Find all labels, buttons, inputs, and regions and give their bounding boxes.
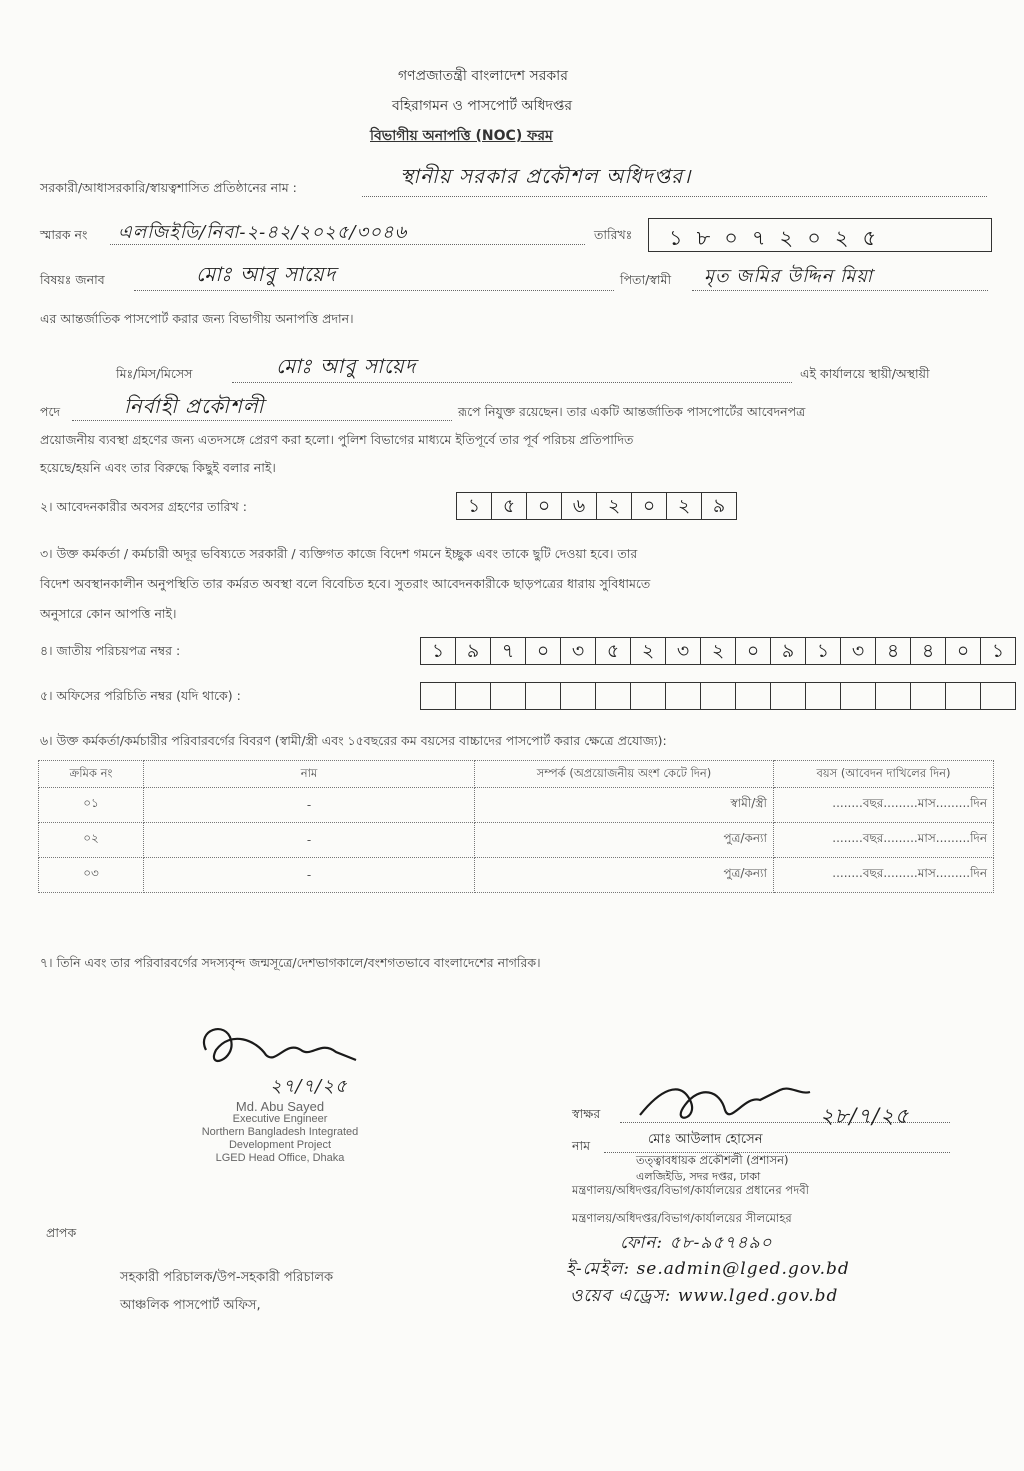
digit-box bbox=[876, 683, 911, 709]
subject-label: বিষয়ঃ জনাব bbox=[40, 272, 105, 287]
memo-label: স্মারক নং bbox=[40, 227, 88, 242]
digit-box bbox=[736, 683, 771, 709]
digit-box bbox=[701, 683, 736, 709]
digit-box bbox=[596, 683, 631, 709]
digit-box bbox=[421, 683, 456, 709]
officer-name-stamp: মোঃ আউলাদ হোসেন bbox=[648, 1132, 763, 1147]
applicant-stamp bbox=[180, 1100, 380, 1165]
item4-label: ৪। জাতীয় পরিচয়পত্র নম্বর : bbox=[40, 643, 181, 658]
para1-name: মোঃ আবু সায়েদ bbox=[276, 354, 417, 378]
para1-line4: হয়েছে/হয়নি এবং তার বিরুদ্ধে কিছুই বলার নাই। bbox=[40, 460, 276, 475]
date-box bbox=[648, 218, 992, 252]
item7-text: ৭। তিনি এবং তার পরিবারবর্গের সদস্যবৃন্দ জন্মসূত্রে/দেশভাগকালে/বংশগতভাবে বাংলাদেশের নাগরিক। bbox=[40, 955, 541, 970]
officer-office-stamp: এলজিইডি, সদর দপ্তর, ঢাকা bbox=[636, 1170, 761, 1183]
digit-box: ২ bbox=[631, 638, 666, 664]
col-header-age: বয়স (আবেদন দাখিলের দিন) bbox=[774, 761, 994, 788]
digit-box bbox=[771, 683, 806, 709]
digit-box bbox=[841, 683, 876, 709]
digit-box bbox=[631, 683, 666, 709]
table-row bbox=[39, 858, 994, 893]
retirement-date-boxes bbox=[456, 492, 737, 520]
recipient-label: প্রাপক bbox=[46, 1225, 77, 1240]
digit-box bbox=[666, 683, 701, 709]
org-value: স্থানীয় সরকার প্রকৌশল অধিদপ্তর। bbox=[400, 164, 692, 188]
para1-line3: প্রয়োজনীয় ব্যবস্থা গ্রহণের জন্য এতদসঙ্গে প্রেরণ করা হলো। পুলিশ বিভাগের মাধ্যমে ইতিপূর্বে তার পূর্ব পরিচয় প্রতিপাদিত bbox=[40, 432, 634, 447]
item2-label: ২। আবেদনকারীর অবসর গ্রহণের তারিখ : bbox=[40, 499, 247, 514]
digit-box: ০ bbox=[736, 638, 771, 664]
stamp-line: LGED Head Office, Dhaka bbox=[215, 1152, 345, 1164]
digit-box: ৯ bbox=[712, 495, 726, 517]
table-header-row bbox=[39, 761, 994, 788]
family-table bbox=[38, 760, 994, 893]
date-label: তারিখঃ bbox=[594, 227, 633, 242]
recipient-line2: আঞ্চলিক পাসপোর্ট অফিস, bbox=[120, 1298, 261, 1313]
table-row bbox=[39, 788, 994, 823]
header-government: গণপ্রজাতন্ত্রী বাংলাদেশ সরকার bbox=[398, 68, 568, 84]
officer-web: ওয়েব এড্রেস: www.lged.gov.bd bbox=[570, 1286, 839, 1306]
digit-box bbox=[981, 683, 1015, 709]
digit-box bbox=[946, 683, 981, 709]
digit-box bbox=[911, 683, 946, 709]
digit-box: ১ bbox=[421, 638, 456, 664]
cell-age: ........বছর.........মাস.........দিন bbox=[774, 858, 994, 893]
digit-box: ৩ bbox=[666, 638, 701, 664]
cell-age: ........বছর.........মাস.........দিন bbox=[774, 788, 994, 823]
recipient-line1: সহকারী পরিচালক/উপ-সহকারী পরিচালক bbox=[120, 1270, 334, 1285]
officer-phone: ফোন: ৫৮-৯৫৭৪৯০ bbox=[620, 1233, 773, 1253]
item6-label: ৬। উক্ত কর্মকর্তা/কর্মচারীর পরিবারবর্গের বিবরণ (স্বামী/স্ত্রী এবং ১৫বছরের কম বয়সের বাচ্চাদের পাসপোর্ট করার ক্ষেত্রে প্রযোজ্য): bbox=[40, 733, 667, 748]
col-header-name: নাম bbox=[144, 761, 475, 788]
digit-box: ০ bbox=[946, 638, 981, 664]
digit-box bbox=[526, 683, 561, 709]
officer-seal-line: মন্ত্রণালয়/অধিদপ্তর/বিভাগ/কার্যালয়ের সীলমোহর bbox=[572, 1211, 792, 1225]
digit-box: ৪ bbox=[911, 638, 946, 664]
digit-box: ৪ bbox=[876, 638, 911, 664]
digit-box bbox=[491, 683, 526, 709]
digit-box: ২ bbox=[667, 493, 702, 519]
digit-box: ৩ bbox=[561, 638, 596, 664]
digit-box: ২ bbox=[597, 493, 632, 519]
col-header-relation: সম্পর্ক (অপ্রয়োজনীয় অংশ কেটে দিন) bbox=[475, 761, 774, 788]
digit-box: ৯ bbox=[771, 638, 806, 664]
org-label: সরকারী/আধাসরকারি/স্বায়ত্বশাসিত প্রতিষ্ঠানের নাম : bbox=[40, 180, 297, 195]
header-department: বহিরাগমন ও পাসপোর্ট অধিদপ্তর bbox=[392, 98, 573, 114]
digit-box: ১ bbox=[806, 638, 841, 664]
cell-relation: পুত্র/কন্যা bbox=[475, 858, 774, 893]
post-value: নির্বাহী প্রকৌশলী bbox=[124, 394, 265, 418]
digit-box: ৫ bbox=[492, 493, 527, 519]
father-name: মৃত জমির উদ্দিন মিয়া bbox=[704, 266, 874, 287]
digit-box: ২ bbox=[701, 638, 736, 664]
officer-title-stamp: তত্ত্বাবধায়ক প্রকৌশলী (প্রশাসন) bbox=[636, 1153, 789, 1167]
stamp-line: Executive Engineer bbox=[232, 1113, 328, 1125]
officer-sign-label: স্বাক্ষর bbox=[572, 1106, 601, 1121]
digit-box: ৭ bbox=[491, 638, 526, 664]
subject-line2: এর আন্তর্জাতিক পাসপোর্ট করার জন্য বিভাগীয় অনাপত্তি প্রদান। bbox=[40, 311, 354, 326]
digit-box: ৬ bbox=[562, 493, 597, 519]
digit-box: ১ bbox=[457, 493, 492, 519]
cell-name: - bbox=[144, 823, 475, 858]
digit-box: ৯ bbox=[456, 638, 491, 664]
form-title: বিভাগীয় অনাপত্তি (NOC) ফরম bbox=[370, 128, 553, 144]
digit-box bbox=[456, 683, 491, 709]
para1-prefix: মিঃ/মিস/মিসেস bbox=[116, 366, 193, 381]
digit-box: ০ bbox=[632, 493, 667, 519]
item5-label: ৫। অফিসের পরিচিতি নম্বর (যদি থাকে) : bbox=[40, 688, 241, 703]
cell-name: - bbox=[144, 788, 475, 823]
officer-designation-line: মন্ত্রণালয়/অধিদপ্তর/বিভাগ/কার্যালয়ের প্রধানের পদবী bbox=[572, 1183, 809, 1197]
cell-sl: ০২ bbox=[39, 823, 144, 858]
cell-relation: পুত্র/কন্যা bbox=[475, 823, 774, 858]
digit-box: ০ bbox=[526, 638, 561, 664]
officer-email: ই-মেইল: se.admin@lged.gov.bd bbox=[566, 1259, 850, 1279]
office-id-boxes bbox=[420, 682, 1016, 710]
date-value: ১৮০৭২০২৫ bbox=[669, 226, 891, 250]
digit-box: ৫ bbox=[596, 638, 631, 664]
cell-relation: স্বামী/স্ত্রী bbox=[475, 788, 774, 823]
father-label: পিতা/স্বামী bbox=[620, 272, 672, 287]
item3-line1: ৩। উক্ত কর্মকর্তা / কর্মচারী অদূর ভবিষ্যতে সরকারী / ব্যক্তিগত কাজে বিদেশ গমনে ইচ্ছুক এবং তাকে ছুটি দেওয়া হবে। তার bbox=[40, 546, 638, 561]
digit-box bbox=[561, 683, 596, 709]
stamp-line: Development Project bbox=[228, 1139, 332, 1151]
subject-name: মোঃ আবু সায়েদ bbox=[196, 262, 337, 286]
digit-box: ০ bbox=[527, 493, 562, 519]
cell-sl: ০১ bbox=[39, 788, 144, 823]
item3-line2: বিদেশ অবস্থানকালীন অনুপস্থিতি তার কর্মরত অবস্থা বলে বিবেচিত হবে। সুতরাং আবেদনকারীকে ছাড়পত্রের ধারায় সুবিধামতে bbox=[40, 576, 651, 591]
officer-name-label: নাম bbox=[572, 1138, 591, 1153]
stamp-line: Northern Bangladesh Integrated bbox=[201, 1126, 359, 1138]
stamp-line: Md. Abu Sayed bbox=[235, 1099, 325, 1114]
applicant-sign-date: ২৭/৭/২৫ bbox=[270, 1076, 348, 1097]
cell-sl: ০৩ bbox=[39, 858, 144, 893]
cell-age: ........বছর.........মাস.........দিন bbox=[774, 823, 994, 858]
cell-name: - bbox=[144, 858, 475, 893]
memo-value: এলজিইডি/নিবা-২-৪২/২০২৫/৩০৪৬ bbox=[118, 222, 408, 243]
para1-suffix: এই কার্যালয়ে স্থায়ী/অস্থায়ী bbox=[800, 366, 930, 381]
col-header-sl: ক্রমিক নং bbox=[39, 761, 144, 788]
digit-box bbox=[806, 683, 841, 709]
digit-box: ৩ bbox=[841, 638, 876, 664]
table-row bbox=[39, 823, 994, 858]
digit-box: ১ bbox=[991, 640, 1005, 662]
post-label: পদে bbox=[40, 404, 61, 419]
officer-sign-date: ২৮/৭/২৫ bbox=[820, 1104, 910, 1128]
item3-line3: অনুসারে কোন আপত্তি নাই। bbox=[40, 606, 177, 621]
para1-rest: রূপে নিযুক্ত রয়েছেন। তার একটি আন্তর্জাতিক পাসপোর্টের আবেদনপত্র bbox=[458, 404, 806, 419]
nid-boxes bbox=[420, 637, 1016, 665]
